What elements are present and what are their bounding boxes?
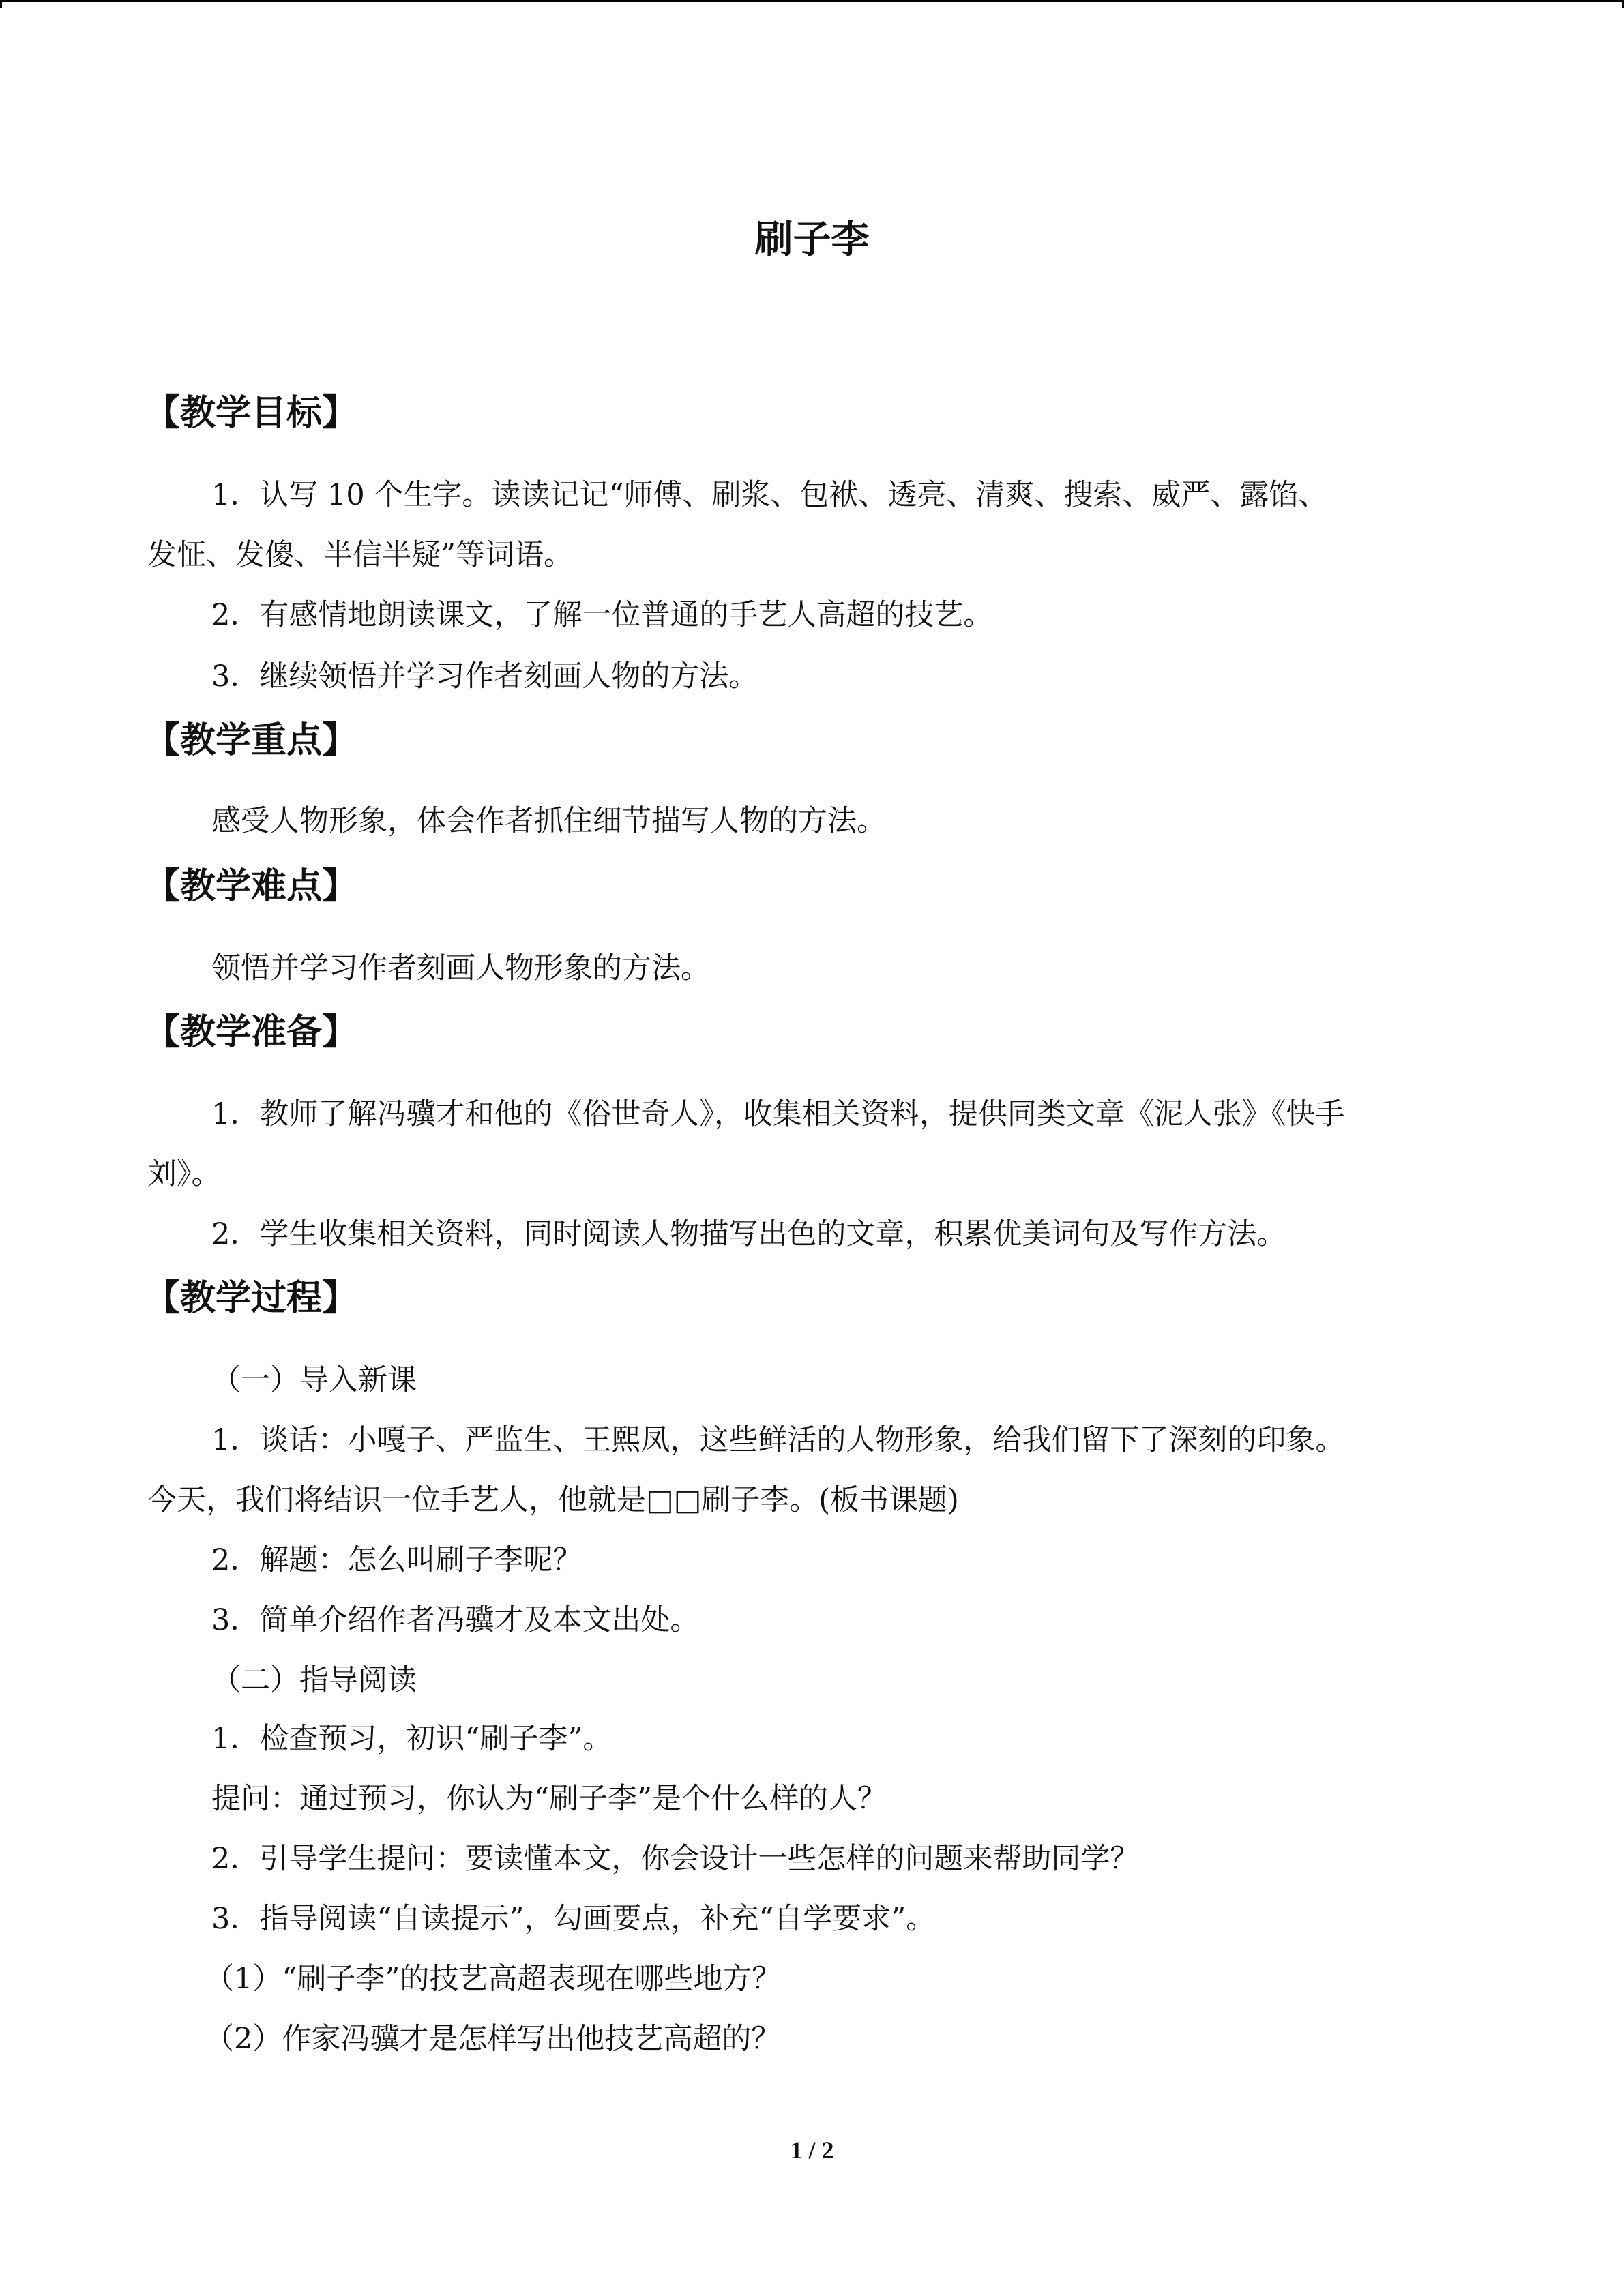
process-part-1-title: （一）导入新课 <box>211 1363 417 1397</box>
process-part-2-subquestion-1: （1）“刷子李”的技艺高超表现在哪些地方？ <box>205 1962 782 1996</box>
process-part-1-item-1-line-2: 今天，我们将结识一位手艺人，他就是□□刷子李。(板书课题) <box>147 1483 959 1517</box>
objectives-item-2: 2．有感情地朗读课文，了解一位普通的手艺人高超的技艺。 <box>211 598 993 632</box>
process-part-2-item-2: 2．引导学生提问：要读懂本文，你会设计一些怎样的问题来帮助同学？ <box>211 1842 1140 1876</box>
preparation-item-1-line-1: 1．教师了解冯骥才和他的《俗世奇人》，收集相关资料，提供同类文章《泥人张》《快手 <box>211 1097 1345 1131</box>
objectives-item-1-line-2: 发怔、发傻、半信半疑”等词语。 <box>147 538 573 572</box>
key-points-heading: 【教学重点】 <box>145 720 358 761</box>
preparation-item-2: 2．学生收集相关资料，同时阅读人物描写出色的文章，积累优美词句及写作方法。 <box>211 1217 1286 1251</box>
process-part-2-item-3: 3．指导阅读“自读提示”，勾画要点，补充“自学要求”。 <box>211 1902 936 1936</box>
page-top-border <box>0 0 1624 2</box>
objectives-heading: 【教学目标】 <box>145 393 358 434</box>
process-part-2-title: （二）指导阅读 <box>211 1663 417 1697</box>
key-points-text: 感受人物形象，体会作者抓住细节描写人物的方法。 <box>211 804 886 838</box>
process-part-2-item-1: 1．检查预习，初识“刷子李”。 <box>211 1722 612 1756</box>
process-part-2-question: 提问：通过预习，你认为“刷子李”是个什么样的人？ <box>211 1782 887 1816</box>
process-part-1-item-2: 2．解题：怎么叫刷子李呢？ <box>211 1543 582 1577</box>
process-part-1-item-3: 3．简单介绍作者冯骥才及本文出处。 <box>211 1603 700 1637</box>
page-number: 1 / 2 <box>790 2136 834 2164</box>
process-heading: 【教学过程】 <box>145 1278 358 1319</box>
document-title: 刷子李 <box>754 218 870 262</box>
objectives-item-3: 3．继续领悟并学习作者刻画人物的方法。 <box>211 659 758 694</box>
process-part-1-item-1-line-1: 1．谈话：小嘎子、严监生、王熙凤，这些鲜活的人物形象，给我们留下了深刻的印象。 <box>211 1423 1345 1457</box>
preparation-heading: 【教学准备】 <box>145 1012 358 1053</box>
page-left-corner-mark <box>0 0 2 8</box>
difficulties-text: 领悟并学习作者刻画人物形象的方法。 <box>211 951 710 985</box>
process-part-2-subquestion-2: （2）作家冯骥才是怎样写出他技艺高超的？ <box>205 2022 781 2056</box>
preparation-item-1-line-2: 刘》。 <box>147 1157 221 1191</box>
objectives-item-1-line-1: 1．认写 10 个生字。读读记记“师傅、刷浆、包袱、透亮、清爽、搜索、威严、露馅、 <box>211 478 1328 512</box>
difficulties-heading: 【教学难点】 <box>145 866 358 907</box>
